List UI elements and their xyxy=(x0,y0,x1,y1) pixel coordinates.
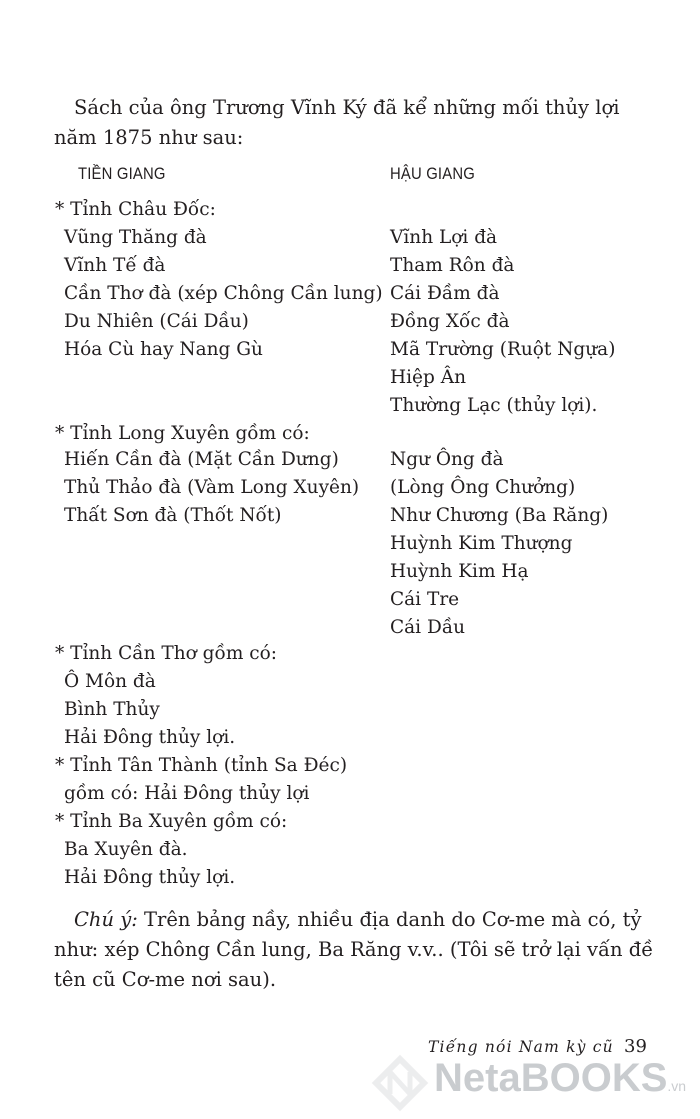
list-item: Thủ Thảo đà (Vàm Long Xuyên) xyxy=(64,477,360,498)
list-item: gồm có: Hải Đông thủy lợi xyxy=(64,783,310,804)
list-item: Vĩnh Tế đà xyxy=(64,255,166,276)
note-text: Trên bảng nầy, nhiều địa danh do Cơ-me mà có, tỷ như: xép Chông Cần lung, Ba Răng v.v.. (Tôi sẽ trở lại vấn đề tên cũ Cơ-me nơi sau). xyxy=(54,908,654,991)
note-paragraph xyxy=(54,905,654,995)
list-item: Thất Sơn đà (Thốt Nốt) xyxy=(64,505,282,526)
list-item: Hải Đông thủy lợi. xyxy=(64,727,236,748)
watermark-text xyxy=(434,1056,686,1101)
list-item: Bình Thủy xyxy=(64,699,160,720)
list-item: Mã Trường (Ruột Ngựa) xyxy=(390,339,616,360)
list-item: Hiệp Ân xyxy=(390,367,466,388)
section-heading-ba-xuyen: * Tỉnh Ba Xuyên gồm có: xyxy=(55,811,288,832)
list-item: Hải Đông thủy lợi. xyxy=(64,867,236,888)
list-item: Cái Đầm đà xyxy=(390,283,500,304)
list-item: Ô Môn đà xyxy=(64,671,156,692)
list-item: Cần Thơ đà (xép Chông Cần lung) xyxy=(64,283,383,304)
section-heading-can-tho: * Tỉnh Cần Thơ gồm có: xyxy=(55,643,277,664)
column-header-left: TIỀN GIANG xyxy=(78,165,166,183)
intro-paragraph: Sách của ông Trương Vĩnh Ký đã kể những mối thủy lợi năm 1875 như sau: xyxy=(54,96,620,149)
list-item: Thường Lạc (thủy lợi). xyxy=(390,395,598,416)
page-number: 39 xyxy=(624,1036,647,1057)
list-item: Tham Rôn đà xyxy=(390,255,515,276)
list-item: Ba Xuyên đà. xyxy=(64,839,188,860)
running-footer-title: Tiếng nói Nam kỳ cũ xyxy=(428,1038,614,1056)
list-item: Du Nhiên (Cái Dầu) xyxy=(64,311,249,332)
note-label: Chú ý: xyxy=(74,908,138,931)
list-item: Đồng Xốc đà xyxy=(390,311,510,332)
list-item: Huỳnh Kim Hạ xyxy=(390,561,529,582)
list-item: Huỳnh Kim Thượng xyxy=(390,533,573,554)
list-item: Vĩnh Lợi đà xyxy=(390,227,498,248)
list-item: Ngư Ông đà xyxy=(390,449,504,470)
watermark-brand: NetaBOOKS xyxy=(434,1056,668,1100)
list-item: Cái Tre xyxy=(390,589,460,610)
column-header-right: HẬU GIANG xyxy=(390,165,475,183)
list-item: Vũng Thăng đà xyxy=(64,227,207,248)
list-item: Cái Dầu xyxy=(390,617,466,638)
watermark-suffix: .vn xyxy=(667,1078,687,1094)
list-item: (Lòng Ông Chưởng) xyxy=(390,477,576,498)
list-item: Như Chương (Ba Răng) xyxy=(390,505,609,526)
section-heading-tan-thanh: * Tỉnh Tân Thành (tỉnh Sa Đéc) xyxy=(55,755,348,776)
section-heading-long-xuyen: * Tỉnh Long Xuyên gồm có: xyxy=(55,423,310,444)
list-item: Hóa Cù hay Nang Gù xyxy=(64,339,263,360)
section-heading-chau-doc: * Tỉnh Châu Đốc: xyxy=(55,199,216,220)
list-item: Hiến Cần đà (Mặt Cần Dưng) xyxy=(64,449,339,470)
